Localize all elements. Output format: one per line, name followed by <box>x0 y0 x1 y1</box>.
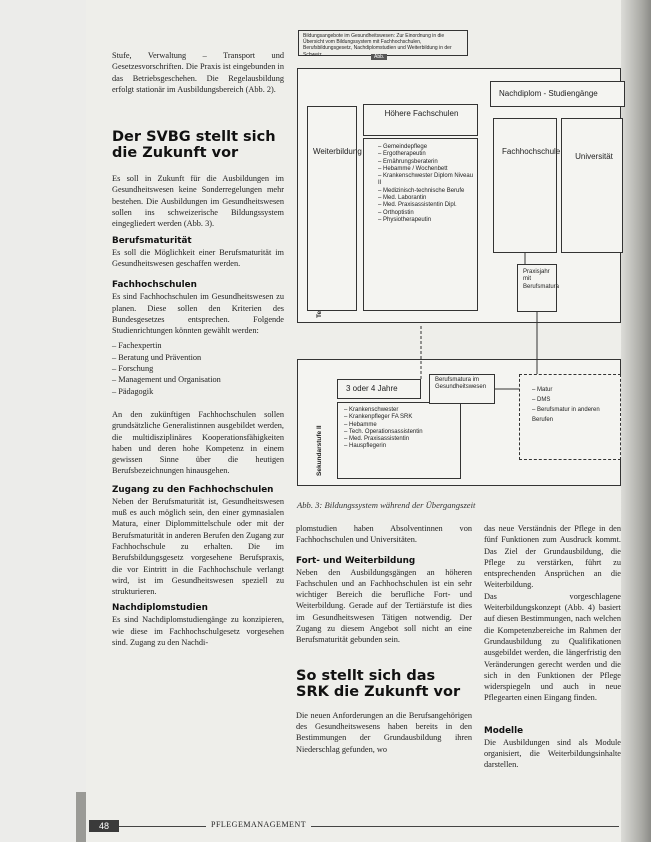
praxisjahr-label: Praxisjahr mit Berufsmatura <box>523 269 560 290</box>
figure-caption: Abb. 3: Bildungssystem während der Übergangszeit <box>297 500 476 510</box>
paragraph: Es sind Nachdiplomstudiengänge zu konzipieren, wie diese im Fachhochschulgesetz vorgesehen sind. Zugang zu den Nachdi- <box>112 615 284 647</box>
column-2 <box>296 523 472 755</box>
paragraph: plomstudien haben Absolventinnen von Fachhochschulen und Universitäten. <box>296 524 472 545</box>
paragraph: Neben den Ausbildungsgängen an höheren Fachschulen und an Fachhochschulen ist ein sehr wichtiger Bereich die berufliche Fort- und Weiterbildung. Gerade auf der Tertiärstufe ist dies im Gesundheitswesen Tätigen notwendig. Der Zugang zu diesem Angebot soll nicht an eine Berufsmaturität gebunden sein. <box>296 567 472 645</box>
list-item: – Medizinisch-technische Berufe <box>378 187 465 194</box>
subheading-nachdiplomstudien: Nachdiplomstudien <box>112 603 208 614</box>
subheading-fort-weiterbildung: Fort- und Weiterbildung <box>296 555 416 566</box>
list-item: – Berufsmatur in anderen Berufen <box>532 407 600 423</box>
list-item: – DMS <box>532 397 551 403</box>
list-item: – Ernährungsberaterin <box>378 158 438 165</box>
list-item: – Hebamme / Wochenbett <box>378 165 448 172</box>
berufsmatura-label: Berufsmatura im Gesundheitswesen <box>435 377 487 391</box>
note-text: Bildungsangebote im Gesundheitswesen: Zur Einordnung in die Übersicht vom Bildungssystem mit Fachhochschulen, Berufsbildungsgesetz, Nachdiplomstudien und Weiterbildung in der Schweiz <box>303 33 452 58</box>
paragraph: Die Ausbildungen sind als Module organisiert, die Weiterbildungsinhalte darstellen. <box>484 737 621 770</box>
list-item: – Hebamme <box>344 421 377 428</box>
fachhochschule-label: Fachhochschule <box>502 147 561 156</box>
section-heading-svbg: Der SVBG stellt sich die Zukunft vor <box>112 129 276 162</box>
column-3 <box>484 523 621 771</box>
subheading-berufsmaturitaet: Berufsmaturität <box>112 235 192 246</box>
section-heading-srk: So stellt sich das SRK die Zukunft vor <box>296 667 461 700</box>
paragraph: An den zukünftigen Fachhochschulen sollen grundsätzliche Generalistinnen ausgebildet werden, die multidisziplinäres Kooperationsfähigkeiten haben und deren hohe Kompetenz in einem gewissen Sinne über die heutigen Berufsbezeichnungen hinausgehen. <box>112 409 284 476</box>
list-item: – Tech. Operationsassistentin <box>344 428 423 435</box>
list-item: – Krankenschwester <box>344 407 399 413</box>
magazine-name: PFLEGEMANAGEMENT <box>206 820 311 829</box>
study-directions-list <box>112 340 284 396</box>
footer-rule <box>119 826 619 827</box>
list-item: – Beratung und Prävention <box>112 352 202 362</box>
diagram-connectors <box>297 56 633 492</box>
list-item: – Med. Praxisassistentin <box>344 436 410 443</box>
note-tag: Abb. <box>371 54 387 60</box>
paragraph: Neben der Berufsmaturität ist, Gesundheitswesen muß es auch möglich sein, den einer gymnasialen Matura, einer Diplommittelschule oder mit der Berufsmaturität in anderen Berufen den Zugang zur Fachhochschule zu erhalten. Die im Berufsbildungsgesetz vorgesehene Berufspraxis, die vor Eintritt in die Fachhochschule verlangt wird, ist im Gesundheitswesen speziell zu strukturieren. <box>112 496 284 597</box>
intro-paragraph: Stufe, Verwaltung – Transport und Gesetzesvorschriften. Die Praxis ist eingebunden in das Betriebsgeschehen. Die Regelausbildung erfolgt stationär im Ausbildungsbereich (Abb. 2). <box>112 51 284 94</box>
hoehere-fachschulen-title: Höhere Fachschulen <box>384 109 459 118</box>
list-item: – Gemeindepflege <box>378 144 428 150</box>
list-item: – Krankenpfleger FA SRK <box>344 414 413 421</box>
paragraph: Das vorgeschlagene Weiterbildungskonzept (Abb. 4) basiert auf diesen Bestimmungen, nach welchen die Kompetenzbereiche im Rahmen der Grundausbildung zu Qualifikationen ausgebildet werden, die längerfristig den Veränderungen gerecht werden und die sich in den Funktionen der Pflege widerspiegeln und auch in neue Pflegearten einen Eingang finden. <box>484 591 621 703</box>
list-item: – Krankenschwester Diplom Niveau II <box>378 173 474 187</box>
subheading-modelle: Modelle <box>484 725 524 736</box>
weiterbildung-label: Weiterbildung <box>313 147 362 156</box>
dauer-label: 3 oder 4 Jahre <box>346 384 398 393</box>
list-item: – Management und Organisation <box>112 375 221 385</box>
column-1 <box>112 50 284 648</box>
list-item: – Physiotherapeutin <box>378 216 432 223</box>
scan-shadow <box>76 792 86 842</box>
list-item: – Forschung <box>112 364 154 374</box>
paragraph: Die neuen Anforderungen an die Berufsangehörigen des Gesundheitswesens haben bereits in den Bestimmungen der Grundausbildung ihren Niederschlag gefunden, wo <box>296 710 472 754</box>
nachdiplom-label: Nachdiplom - Studiengänge <box>499 89 598 98</box>
paragraph: das neue Verständnis der Pflege in den fünf Funktionen zum Ausdruck kommt. Das Ziel der Grundausbildung, die Pflege zu verstärken, führt zu entsprechenden Ansprüchen an die Weiterbildung. <box>484 524 621 590</box>
page-number: 48 <box>89 820 119 832</box>
education-system-diagram <box>297 56 633 492</box>
list-item: – Hauspflegerin <box>344 443 387 450</box>
subheading-fachhochschulen: Fachhochschulen <box>112 280 197 291</box>
list-item: – Fachexpertin <box>112 341 162 351</box>
subheading-zugang: Zugang zu den Fachhochschulen <box>112 484 274 495</box>
figure-note-box <box>298 30 468 60</box>
universitaet-label: Universität <box>575 152 613 161</box>
label-sekundarstufe: Sekundarstufe II <box>316 425 323 476</box>
list-item: – Matur <box>532 387 553 393</box>
left-margin <box>0 0 86 842</box>
list-item: – Med. Laborantin <box>378 195 427 202</box>
paragraph: Es soll die Möglichkeit einer Berufsmaturität im Gesundheitswesen geschaffen werden. <box>112 247 284 268</box>
list-item: – Orthoptistin <box>378 209 414 216</box>
list-item: – Med. Praxisassistentin Dipl. <box>378 202 457 209</box>
paragraph: Es sind Fachhochschulen im Gesundheitswesen zu planen. Diese sollen den Kriterien des Bundesgesetzes entsprechen. Folgende Studienrichtungen könnten gewählt werden: <box>112 292 284 336</box>
page-footer <box>82 820 632 832</box>
list-item: – Pädagogik <box>112 386 154 396</box>
list-item: – Ergotherapeutin <box>378 151 426 158</box>
paragraph: Es soll in Zukunft für die Ausbildungen im Gesundheitswesen keine Sonderregelungen mehr bestehen. Die Ausbildungen im Gesundheitswesen sollen ins schweizerische Bildungssystem eingegliedert werden (Abb. 3). <box>112 174 284 229</box>
